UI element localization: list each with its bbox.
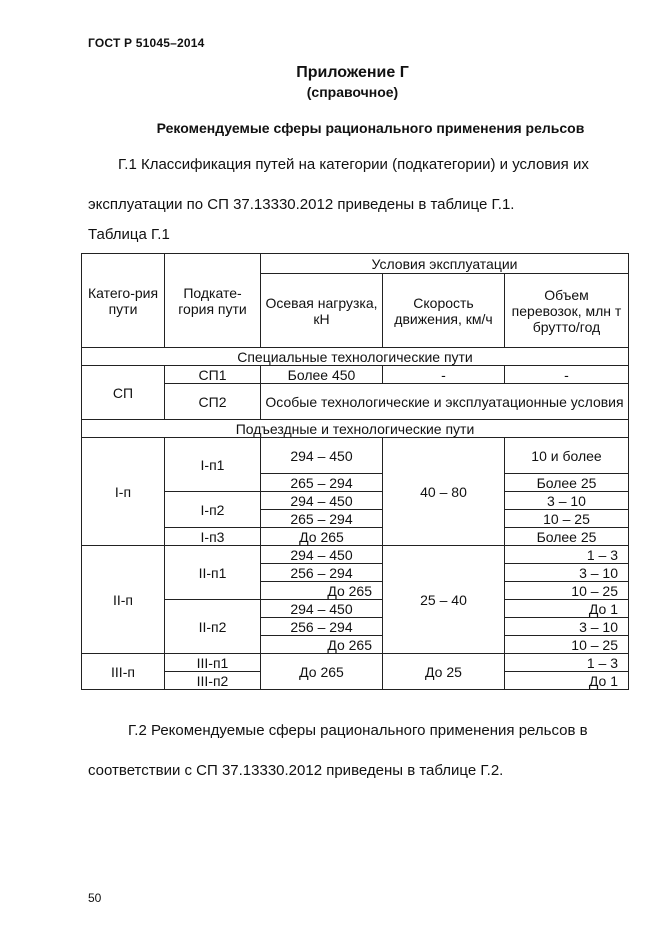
header-axle-load: Осевая нагрузка, кН: [261, 274, 383, 348]
cell-load: До 265: [261, 582, 383, 600]
cell-volume: 3 – 10: [505, 492, 629, 510]
cell-speed: 40 – 80: [383, 438, 505, 546]
cell-volume: 10 – 25: [505, 582, 629, 600]
paragraph-line: Г.1 Классификация путей на категории (подкатегории) и условия их: [118, 156, 589, 173]
cell-volume: 3 – 10: [505, 618, 629, 636]
header-category: Катего-рия пути: [82, 254, 165, 348]
cell-load: 294 – 450: [261, 546, 383, 564]
subcategory-sp1: СП1: [165, 366, 261, 384]
cell-volume: 10 и более: [505, 438, 629, 474]
cell-volume: Более 25: [505, 528, 629, 546]
subcategory-sp2: СП2: [165, 384, 261, 420]
cell-volume: До 1: [505, 672, 629, 690]
cell-volume: 10 – 25: [505, 510, 629, 528]
cell-load: 265 – 294: [261, 474, 383, 492]
group-row-access: Подъездные и технологические пути: [82, 420, 629, 438]
cell-volume: Более 25: [505, 474, 629, 492]
group-row-special: Специальные технологические пути: [82, 348, 629, 366]
cell-load: До 265: [261, 654, 383, 690]
appendix-title: Приложение Г: [296, 64, 409, 81]
subcategory-ip2: I-п2: [165, 492, 261, 528]
table-caption: Таблица Г.1: [88, 226, 170, 243]
cell-volume: 10 – 25: [505, 636, 629, 654]
header-subcategory: Подкате-гория пути: [165, 254, 261, 348]
cell-load: 265 – 294: [261, 510, 383, 528]
cell-volume: -: [505, 366, 629, 384]
cell-load: До 265: [261, 636, 383, 654]
appendix-subtitle: (справочное): [306, 84, 399, 100]
cell-volume: 1 – 3: [505, 546, 629, 564]
category-ip: I-п: [82, 438, 165, 546]
paragraph-line: соответствии с СП 37.13330.2012 приведены в таблице Г.2.: [88, 762, 504, 779]
header-volume: Объем перевозок, млн т брутто/год: [505, 274, 629, 348]
subcategory-iiip2: III-п2: [165, 672, 261, 690]
cell-load: До 265: [261, 528, 383, 546]
paragraph-line: Г.2 Рекомендуемые сферы рационального применения рельсов в: [128, 722, 588, 739]
subcategory-ip1: I-п1: [165, 438, 261, 492]
category-iiip: III-п: [82, 654, 165, 690]
cell-speed: 25 – 40: [383, 546, 505, 654]
subcategory-iip2: II-п2: [165, 600, 261, 654]
cell-load: Более 450: [261, 366, 383, 384]
header-conditions: Условия эксплуатации: [261, 254, 629, 274]
subcategory-iip1: II-п1: [165, 546, 261, 600]
cell-volume: До 1: [505, 600, 629, 618]
cell-load: 256 – 294: [261, 564, 383, 582]
cell-load: 294 – 450: [261, 492, 383, 510]
subcategory-iiip1: III-п1: [165, 654, 261, 672]
cell-load: 294 – 450: [261, 438, 383, 474]
cell-speed: До 25: [383, 654, 505, 690]
cell-volume: 1 – 3: [505, 654, 629, 672]
cell-load: 256 – 294: [261, 618, 383, 636]
category-sp: СП: [82, 366, 165, 420]
header-speed: Скорость движения, км/ч: [383, 274, 505, 348]
paragraph-line: эксплуатации по СП 37.13330.2012 приведены в таблице Г.1.: [88, 196, 515, 213]
cell-special-conditions: Особые технологические и эксплуатационные условия: [261, 384, 629, 420]
cell-volume: 3 – 10: [505, 564, 629, 582]
classification-table: [81, 253, 629, 690]
subcategory-ip3: I-п3: [165, 528, 261, 546]
paragraph-g2: [88, 711, 628, 791]
category-iip: II-п: [82, 546, 165, 654]
section-title: Рекомендуемые сферы рационального применения рельсов: [156, 120, 585, 136]
page-number: 50: [88, 891, 102, 905]
cell-load: 294 – 450: [261, 600, 383, 618]
paragraph-g1: [88, 145, 628, 225]
document-header: ГОСТ Р 51045–2014: [88, 36, 205, 50]
cell-speed: -: [383, 366, 505, 384]
